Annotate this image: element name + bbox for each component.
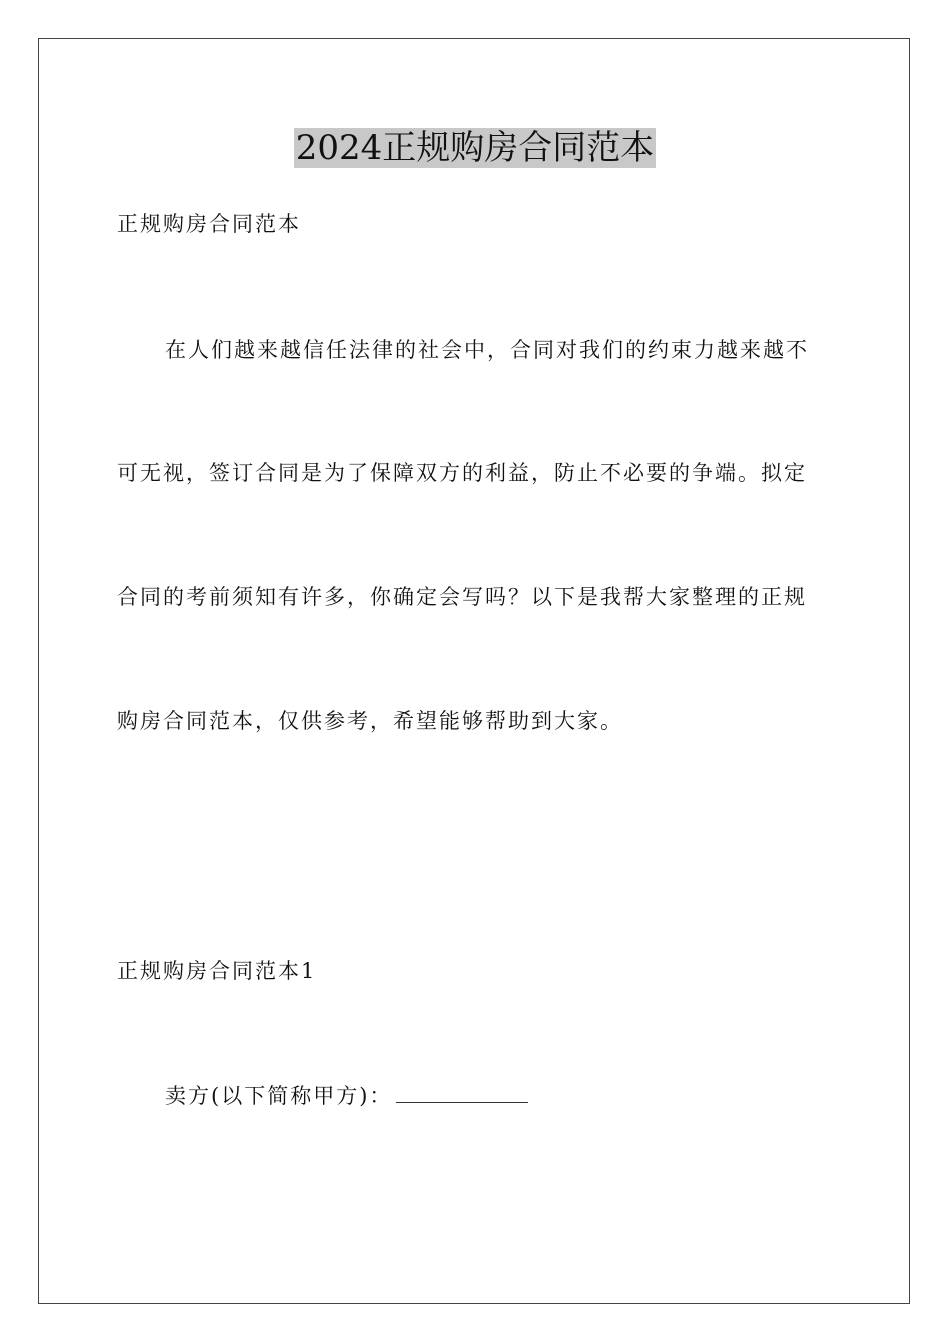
seller-field [165, 1082, 528, 1110]
document-title: 2024正规购房合同范本 [295, 128, 655, 168]
intro-line-4: 购房合同范本，仅供参考，希望能够帮助到大家。 [117, 709, 623, 733]
seller-blank-line [396, 1084, 528, 1103]
title-container [0, 128, 950, 168]
intro-line-2: 可无视，签订合同是为了保障双方的利益，防止不必要的争端。拟定 [117, 461, 807, 485]
section-heading: 正规购房合同范本1 [117, 959, 317, 983]
document-subtitle: 正规购房合同范本 [117, 212, 301, 236]
seller-label: 卖方(以下简称甲方)： [165, 1084, 393, 1108]
intro-line-1: 在人们越来越信任法律的社会中，合同对我们的约束力越来越不 [165, 338, 809, 362]
intro-line-3: 合同的考前须知有许多，你确定会写吗？以下是我帮大家整理的正规 [117, 585, 807, 609]
